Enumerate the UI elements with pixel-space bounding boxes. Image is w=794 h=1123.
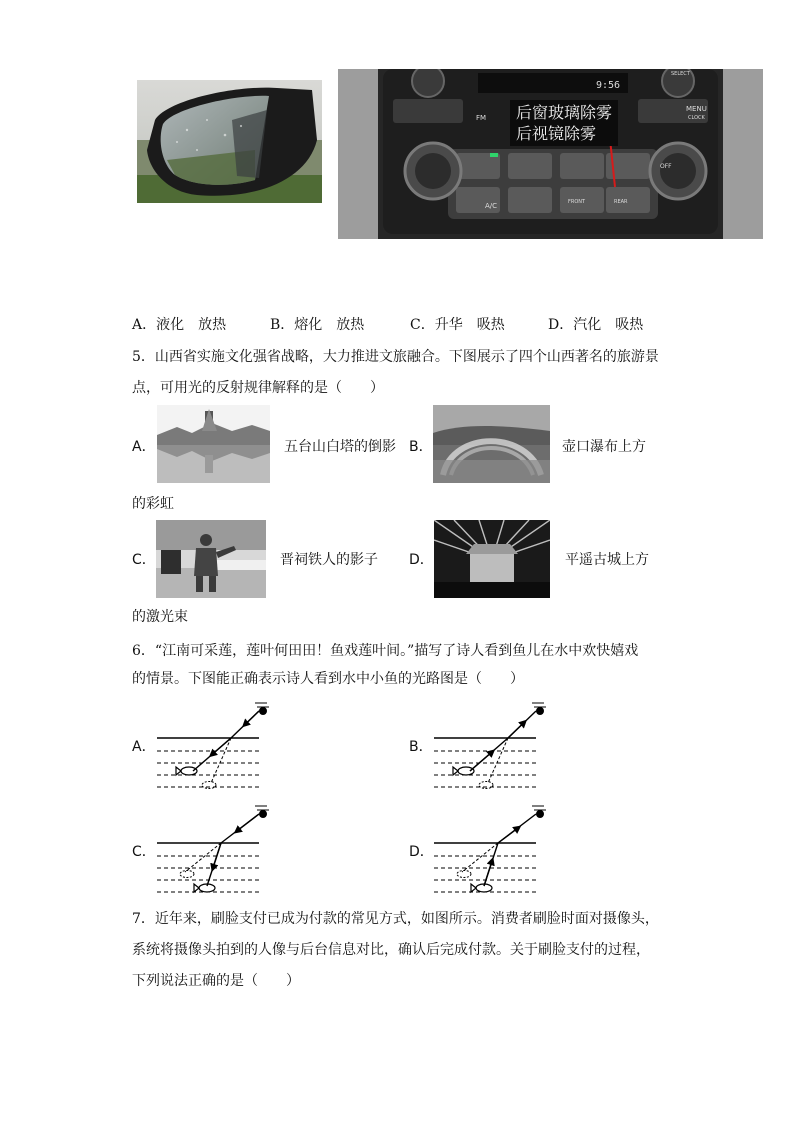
q4-option-b[interactable]: B．熔化 放热: [270, 317, 365, 333]
q5-option-d-continuation: 的激光束: [132, 609, 188, 625]
q6-stem-line2: 的情景。下图能正确表示诗人看到水中小鱼的光路图是（ ）: [132, 671, 524, 687]
q5-option-b-text: 壶口瀑布上方: [562, 439, 646, 455]
select-button-label: SELECT: [671, 71, 690, 77]
mirror-defog-label: 后视镜除雾: [516, 124, 597, 143]
q5-stem-line2: 点，可用光的反射规律解释的是（ ）: [132, 380, 384, 396]
q5-option-a-letter[interactable]: A．: [132, 439, 156, 455]
rear-button-label: REAR: [614, 199, 628, 205]
q5-option-c-photo: [156, 520, 266, 598]
q6-option-b-label[interactable]: B．: [409, 739, 433, 755]
q5-option-b-photo: [433, 405, 550, 483]
q6-diagram-d: [432, 800, 552, 900]
clock-button-label: CLOCK: [688, 115, 705, 121]
q4-option-c[interactable]: C．升华 吸热: [410, 317, 505, 333]
dashboard-callout: [510, 100, 618, 146]
q5-option-d-letter[interactable]: D．: [409, 552, 434, 568]
off-button-label: OFF: [660, 163, 672, 170]
q5-option-b-letter[interactable]: B．: [409, 439, 433, 455]
rear-window-defog-label: 后窗玻璃除雾: [516, 103, 613, 122]
q5-option-a-photo: [157, 405, 270, 483]
dashboard-clock: 9:56: [596, 80, 621, 91]
q5-option-d-photo: [434, 520, 550, 598]
q5-option-b-continuation: 的彩虹: [132, 496, 174, 512]
q6-diagram-c: [155, 800, 275, 900]
ac-button-label: A/C: [485, 202, 498, 210]
q7-stem-line3: 下列说法正确的是（ ）: [132, 973, 300, 989]
car-dashboard-photo: [338, 69, 763, 239]
q6-option-d-label[interactable]: D．: [409, 844, 434, 860]
q5-option-d-text: 平遥古城上方: [565, 552, 649, 568]
q6-stem-line1: 6．“江南可采莲，莲叶何田田！鱼戏莲叶间。”描写了诗人看到鱼儿在水中欢快嬉戏: [132, 643, 639, 659]
q7-stem-line2: 系统将摄像头拍到的人像与后台信息对比，确认后完成付款。关于刷脸支付的过程，: [132, 942, 650, 958]
q5-stem-line1: 5．山西省实施文化强省战略，大力推进文旅融合。下图展示了四个山西著名的旅游景: [132, 349, 659, 365]
side-mirror-photo: [137, 80, 322, 203]
front-button-label: FRONT: [568, 199, 586, 205]
q5-option-c-letter[interactable]: C．: [132, 552, 156, 568]
q6-diagram-b: [432, 697, 552, 797]
q5-option-c-text: 晋祠铁人的影子: [280, 552, 378, 568]
q7-stem-line1: 7．近年来，刷脸支付已成为付款的常见方式，如图所示。消费者刷脸时面对摄像头，: [132, 911, 659, 927]
fm-button-label: FM: [476, 114, 487, 122]
q6-option-c-label[interactable]: C．: [132, 844, 156, 860]
q5-option-a-text: 五台山白塔的倒影: [284, 439, 396, 455]
q4-option-a[interactable]: A．液化 放热: [132, 317, 227, 333]
q6-diagram-a: [155, 697, 275, 797]
q4-option-d[interactable]: D．汽化 吸热: [548, 317, 644, 333]
q6-option-a-label[interactable]: A．: [132, 739, 156, 755]
menu-button-label: MENU: [686, 105, 707, 113]
